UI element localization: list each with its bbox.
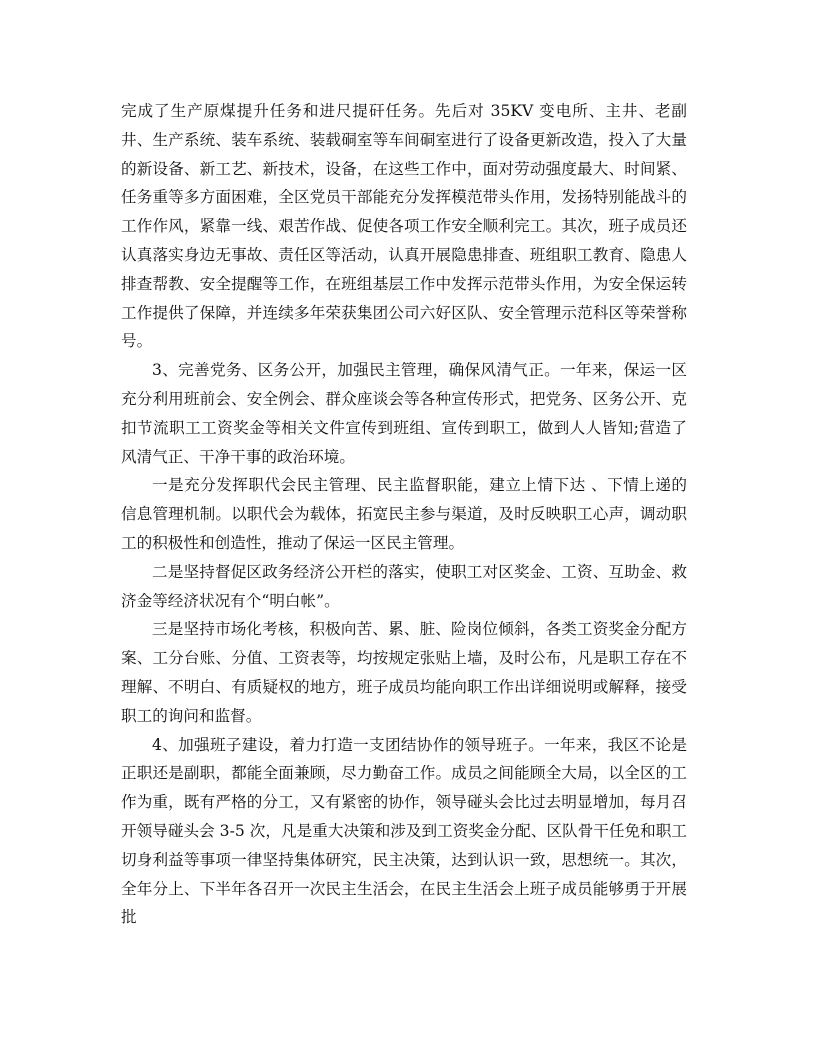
paragraph-section-3-openness: 3、完善党务、区务公开，加强民主管理，确保风清气正。一年来，保运一区充分利用班前会、安全例会、群众座谈会等各种宣传形式，把党务、区务公开、克扣节流职工工资奖金等相关文件宣传到班组、宣传到职工，做到人人皆知;营造了风清气正、干净干事的政治环境。 bbox=[121, 361, 687, 466]
paragraph-section-4-team-building: 4、加强班子建设，着力打造一支团结协作的领导班子。一年来，我区不论是正职还是副职，都能全面兼顾，尽力勤奋工作。成员之间能顾全大局，以全区的工作为重，既有严格的分工，又有紧密的协作，领导碰头会比过去明显增加，每月召开领导碰头会 3-5 次，凡是重大决策和涉及到工资奖金分配、区队骨干任免和职工切身利益等事项一律坚持集体研究，民主决策，达到认识一致，思想统一。其次，全年分上、下半年各召开一次民主生活会，在民主生活会上班子成员能够勇于开展批 bbox=[121, 735, 687, 927]
paragraph-item-3-market-assessment: 三是坚持市场化考核，积极向苦、累、脏、险岗位倾斜，各类工资奖金分配方案、工分台账、分值、工资表等，均按规定张贴上墙，及时公布，凡是职工存在不理解、不明白、有质疑权的地方，班子成员均能向职工作出详细说明或解释，接受职工的询问和监督。 bbox=[121, 620, 687, 725]
paragraph-item-2-public-board: 二是坚持督促区政务经济公开栏的落实，使职工对区奖金、工资、互助金、救济金等经济状况有个“明白帐”。 bbox=[121, 562, 687, 610]
paragraph-production-continuation: 完成了生产原煤提升任务和进尺提矸任务。先后对 35KV 变电所、主井、老副井、生产系统、装车系统、装载硐室等车间硐室进行了设备更新改造，投入了大量的新设备、新工艺、新技术，设备，在这些工作中，面对劳动强度最大、时间紧、任务重等多方面困难，全区党员干部能充分发挥模范带头作用，发扬特别能战斗的工作作风，紧靠一线、艰苦作战、促使各项工作安全顺利完工。其次，班子成员还认真落实身边无事故、责任区等活动，认真开展隐患排查、班组职工教育、隐患人排查帮教、安全提醒等工作，在班组基层工作中发挥示范带头作用，为安全保运转工作提供了保障，并连续多年荣获集团公司六好区队、安全管理示范科区等荣誉称号。 bbox=[121, 102, 687, 351]
paragraph-item-1-workers-congress: 一是充分发挥职代会民主管理、民主监督职能，建立上情下达 、下情上递的信息管理机制。以职代会为载体，拓宽民主参与渠道，及时反映职工心声，调动职工的积极性和创造性，推动了保运一区民主管理。 bbox=[121, 476, 687, 552]
document-body bbox=[121, 97, 687, 932]
